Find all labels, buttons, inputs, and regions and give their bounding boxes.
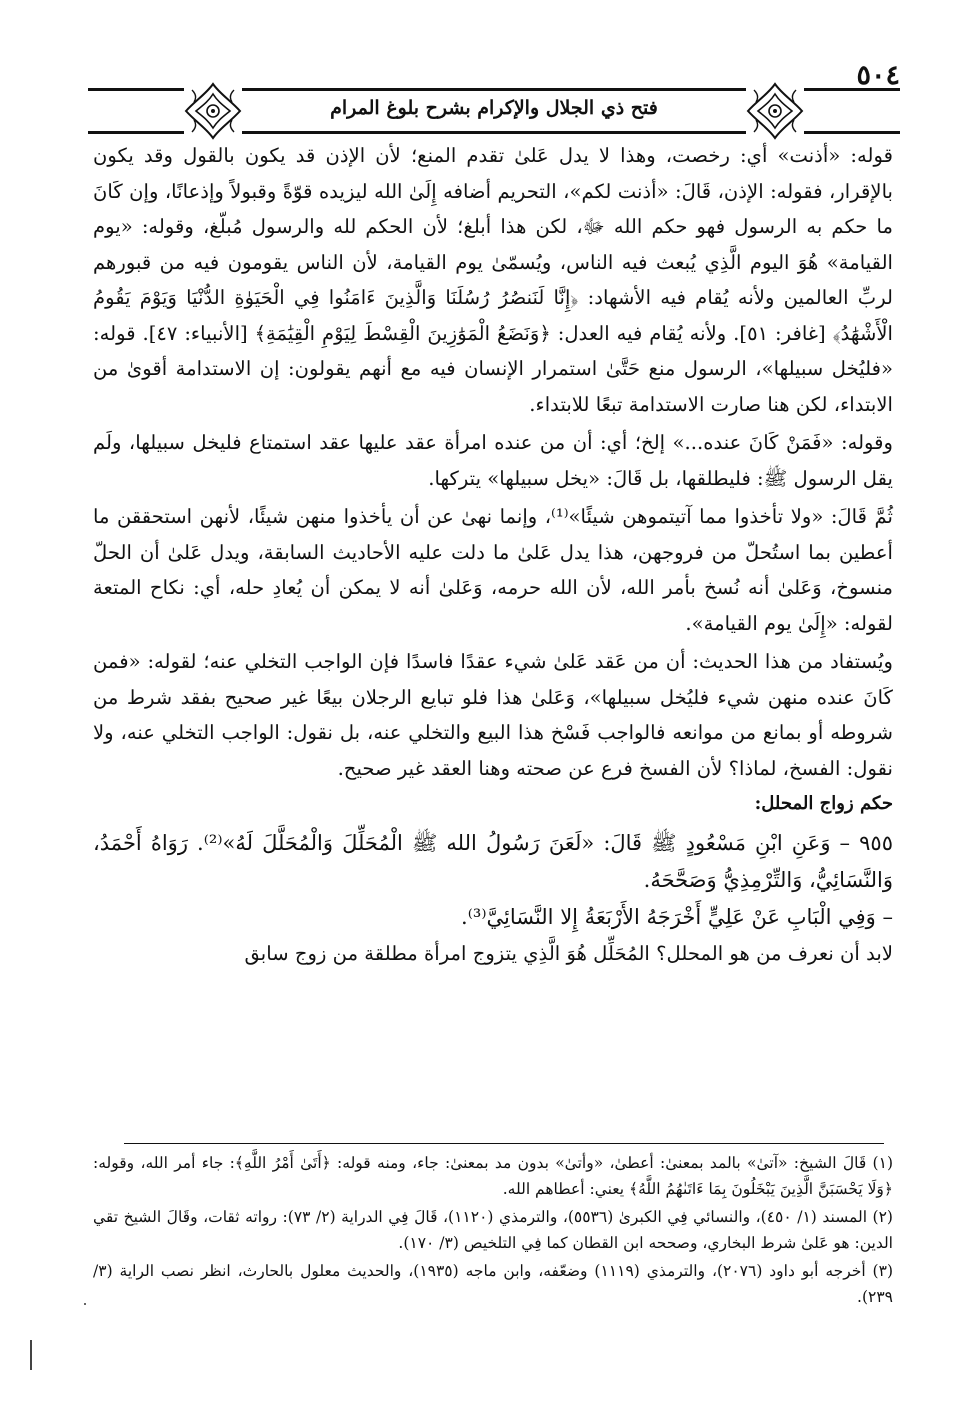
paragraph: ثُمَّ قَالَ: «ولا تأخذوا مما آتيتموهن شيئًا»⁽¹⁾، وإنما نهىٰ عن أن يأخذوا منهن شيئًا، لأنهن استحققن ما أعطين بما استُحلّ من فروجهن، هذا يدل عَلىٰ ما دلت عليه الأحاديث السابقة، ويدل عَلىٰ أن الحلّ منسوخ، وَعَلىٰ أنه نُسخ بأمر الله، لأن الله حرمه، وَعَلىٰ أنه لا يمكن أن يُعادِ حله، أي: نكاح المتعة لقوله: «إِلَىٰ يوم القيامة». xyxy=(93,505,893,635)
paragraph: لابد أن نعرف من هو المحلل؟ المُحَلِّل هُوَ الَّذِي يتزوج امرأة مطلقة من زوج سابق xyxy=(244,941,893,965)
scan-mark xyxy=(84,1303,86,1305)
footnote: (٣) أخرجه أبو داود (٢٠٧٦)، والترمذي (١١١٩) وضعّفه، وابن ماجه (١٩٣٥)، والحديث معلول بالحارث، انظر نصب الراية (٣/ ٢٣٩). xyxy=(93,1262,893,1306)
hadith-text xyxy=(93,825,893,899)
scan-mark xyxy=(30,1340,32,1370)
footnotes xyxy=(93,1150,893,1312)
main-text xyxy=(93,138,893,971)
footnote: (١) قَالَ الشيخ: «آتىٰ» بالمد بمعنىٰ: أعطىٰ، «وأتىٰ» بدون مد بمعنىٰ: جاء، ومنه قوله: ﴿أَتَىٰ أَمْرُ اللَّهِ﴾: جاء أمر الله، وقوله: ﴿وَلَا يَحْسَبَنَّ الَّذِينَ يَبْخَلُونَ بِمَا ءَاتَىٰهُمُ اللَّهُ﴾ يعني: أعطاهم الله. xyxy=(93,1154,893,1198)
page-number: ٥٠٤ xyxy=(856,60,900,91)
paragraph: ويُستفاد من هذا الحديث: أن من عَقد عَلىٰ شيء عقدًا فاسدًا فإن الواجب التخلي عنه؛ لقوله: «فمن كَانَ عنده منهن شيء فليُخل سبيلها»، وَعَلىٰ هذا فلو تبايع الرجلان بيعًا غير صحيح بفقد شرط من شروطه أو بمانع من موانعه فالواجب فَسْخ هذا البيع والتخلي عنه، بل نقول: الواجب التخلي عنه، ولا نقول: الفسخ، لماذا؟ لأن الفسخ فرع عن صحته وهنا العقد غير صحيح. xyxy=(93,650,893,780)
footnote: (٢) المسند (١/ ٤٥٠)، والنسائي فِي الكبرىٰ (٥٥٣٦)، والترمذي (١١٢٠)، قَالَ فِي الدراية (٢/ ٧٣): رواته ثقات، وقَالَ الشيخ تقي الدين: هو عَلىٰ شرط البخاري، وصححه ابن القطان كما فِي التلخيص (٣/ ١٧٠). xyxy=(93,1208,893,1252)
footnote-divider xyxy=(124,1143,884,1144)
page-header xyxy=(88,58,900,138)
hadith-body: – وَعَنِ ابْنِ مَسْعُودٍ ﷺ قَالَ: «لَعَنَ رَسُولُ الله ﷺ الْمُحَلِّلَ وَالْمُحَلَّلَ لَهُ»⁽²⁾. رَوَاهُ أَحْمَدُ، وَالنَّسَائِيُّ، وَالتِّرْمِذِيُّ وَصَحَّحَهُ. xyxy=(93,830,893,892)
bab-note: – وَفِي الْبَابِ عَنْ عَلِيٍّ أَخْرَجَهُ الأَرْبَعَةُ إِلا النَّسَائِيَّ⁽³⁾. xyxy=(461,904,893,929)
section-heading: حكم زواج المحلل: xyxy=(754,793,893,814)
paragraph: قوله: «أذنت» أي: رخصت، وهذا لا يدل عَلىٰ تقدم المنع؛ لأن الإذن قد يكون بالقول وقد يكون بالإقرار، فقوله: الإذن، قَالَ: «أذنت لكم»، التحريم أضافه إِلَىٰ الله ليزيده قوّةً وقبولاً وإذعانًا، وإن كَانَ ما حكم به الرسول فهو حكم الله ﷻ، لكن هذا أبلغ؛ لأن الحكم لله والرسول مُبلّغ، وقوله: «يوم القيامة» هُوَ اليوم الَّذِي يُبعث فيه الناس، ويُسمّىٰ يوم القيامة، لأن الناس يقومون فيه من قبورهم لربِّ العالمين ولأنه يُقام فيه الأشهاد: ﴿إِنَّا لَنَنصُرُ رُسُلَنَا وَالَّذِينَ ءَامَنُوا فِي الْحَيَوٰةِ الدُّنْيَا وَيَوْمَ يَقُومُ الْأَشْهَٰدُ﴾ [غافر: ٥١]. ولأنه يُقام فيه العدل: ﴿وَنَضَعُ الْمَوَٰزِينَ الْقِسْطَ لِيَوْمِ الْقِيَٰمَةِ﴾ [الأنبياء: ٤٧]. قوله: «فليُخل سبيلها»، الرسول منع حَتَّىٰ استمرار الإنسان فيه مع أنهم يقولون: إن الاستدامة أقوىٰ من الابتداء، لكن هنا صارت الاستدامة تبعًا للابتداء. xyxy=(93,144,893,416)
hadith-number: ٩٥٥ xyxy=(859,830,893,855)
paragraph: وقوله: «فَمَنْ كَانَ عنده...» إلخ؛ أي: أن من عنده امرأة عقد عليها عقد استمتاع فليخل سبيلها، ولَم يقل الرسول ﷺ: فليطلقها، بل قَالَ: «يخل سبيلها» يتركها. xyxy=(93,431,893,490)
book-title: فتح ذي الجلال والإكرام بشرح بلوغ المرام xyxy=(330,97,658,119)
ornament-icon xyxy=(184,82,242,140)
title-band xyxy=(88,88,900,134)
